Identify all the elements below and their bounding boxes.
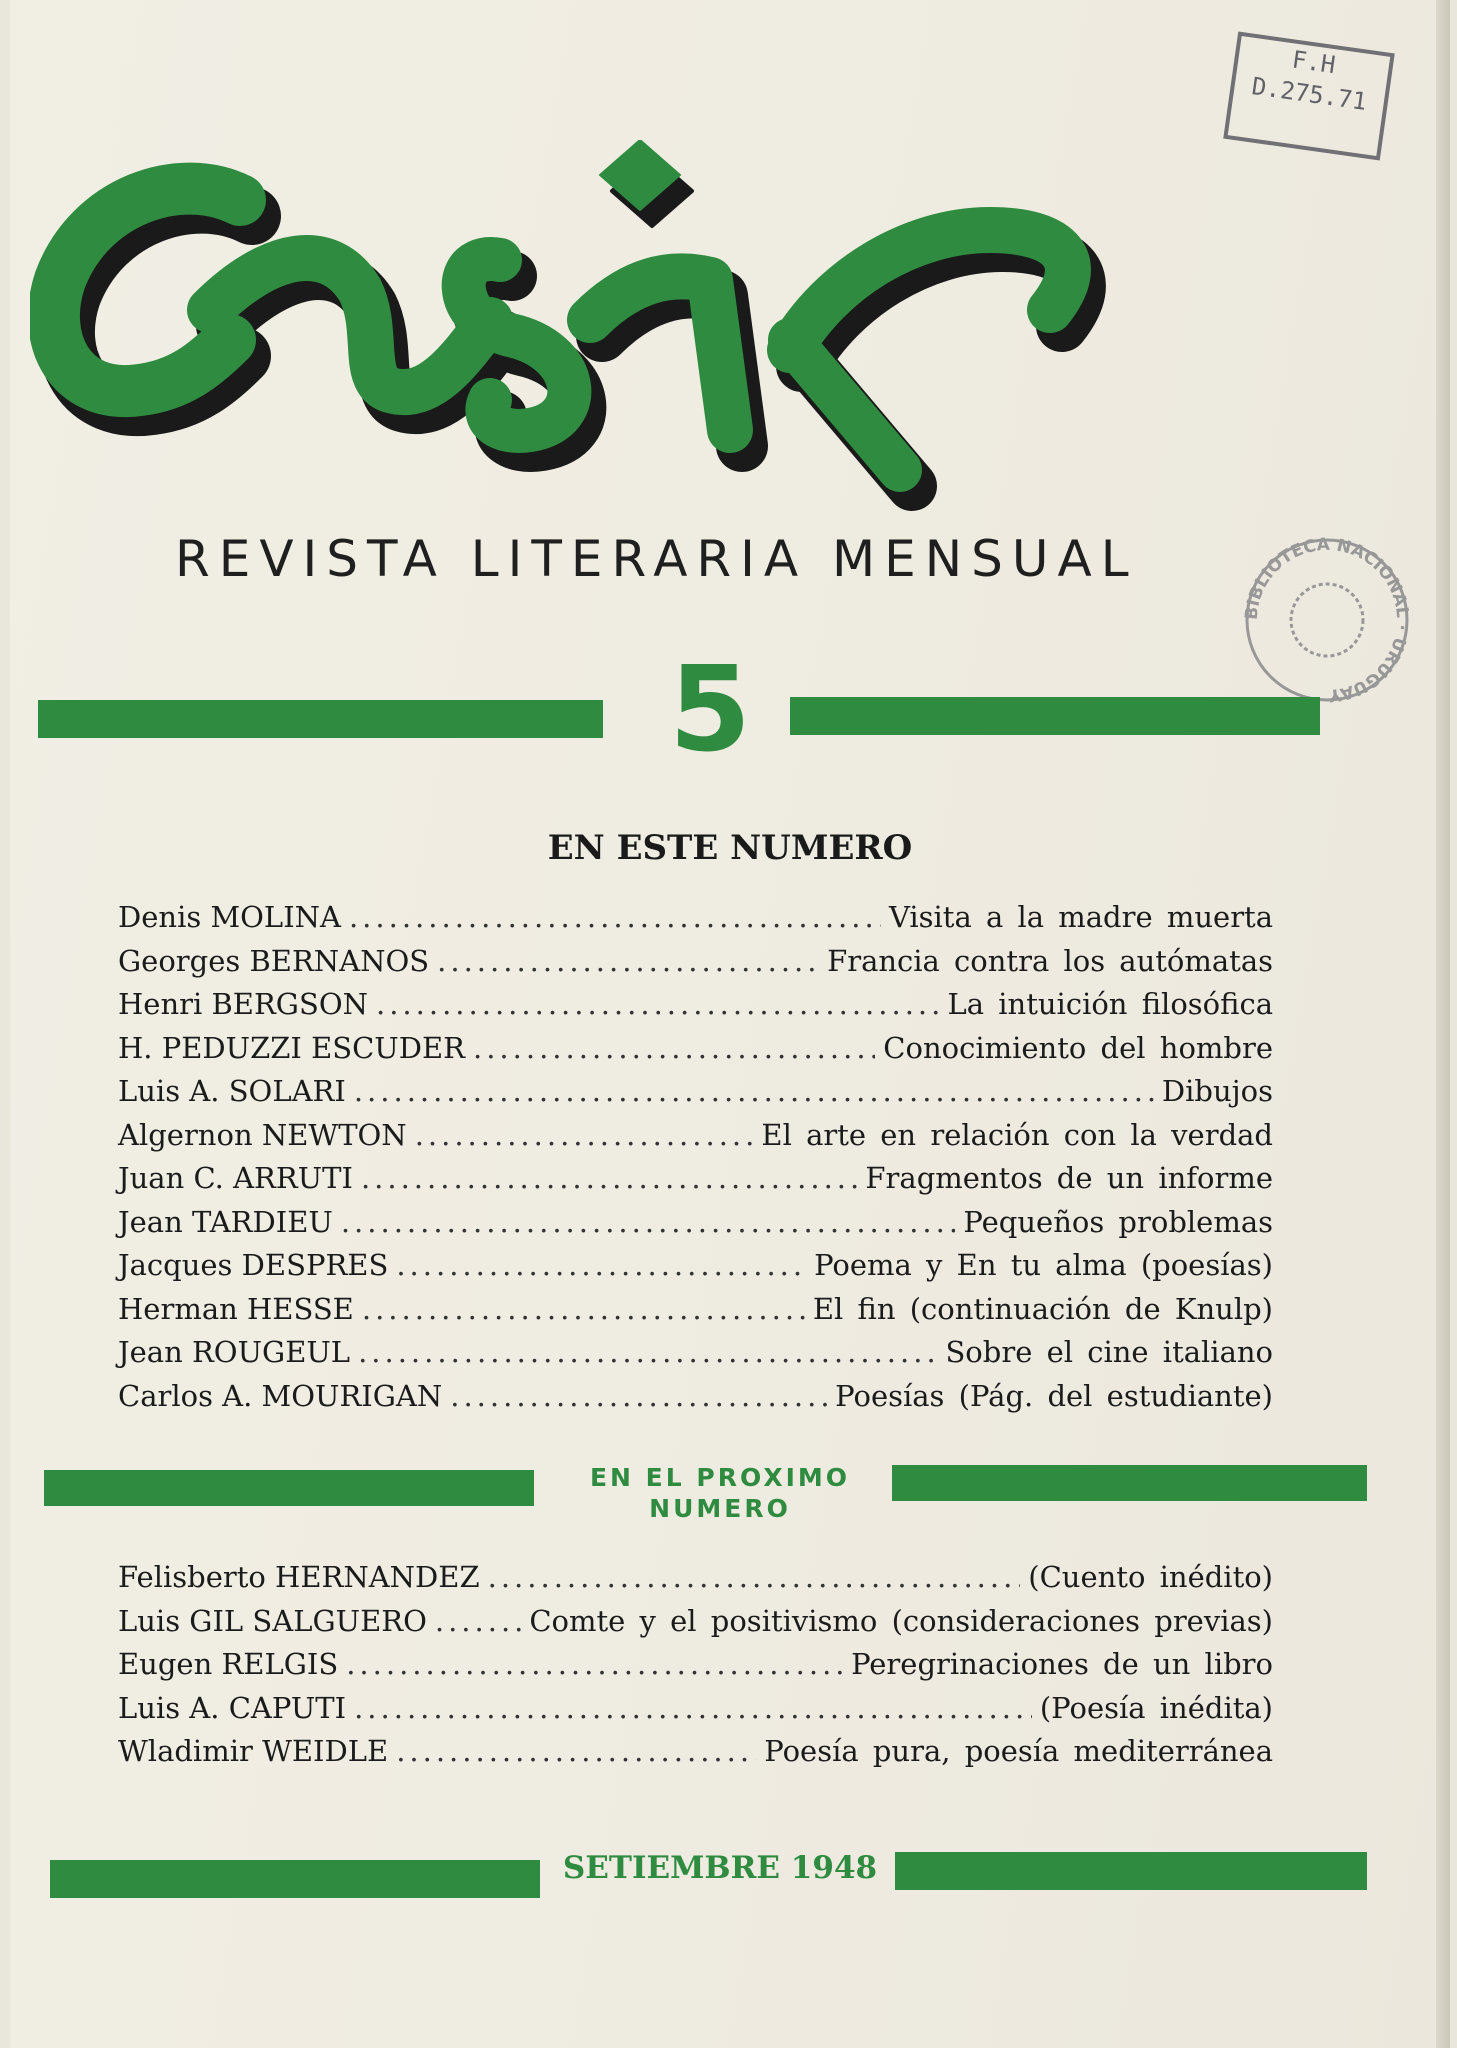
magazine-subtitle: REVISTA LITERARIA MENSUAL: [175, 530, 1138, 588]
leader-dots: [349, 900, 881, 934]
leader-dots: [358, 1335, 937, 1369]
divider-bar-right: [790, 697, 1320, 735]
leader-dots: [473, 1031, 875, 1065]
toc-author: Henri BERGSON: [118, 987, 368, 1021]
toc-author: Wladimir WEIDLE: [118, 1734, 389, 1768]
toc-work: Francia contra los autómatas: [827, 943, 1273, 978]
magazine-logo: [30, 140, 1370, 520]
toc-author: Juan C. ARRUTI: [118, 1161, 353, 1195]
stamp-line-1: F.H: [1290, 45, 1338, 80]
leader-dots: [435, 1604, 521, 1638]
next-issue-heading: [550, 1462, 890, 1524]
next-issue-contents: [118, 1560, 1273, 1778]
toc-work: Comte y el positivismo (consideraciones previas): [529, 1603, 1273, 1638]
page-edge: [1436, 0, 1450, 2048]
toc-row: [118, 1734, 1273, 1778]
toc-work: (Poesía inédita): [1039, 1690, 1273, 1725]
toc-work: Poesías (Pág. del estudiante): [835, 1378, 1273, 1413]
leader-dots: [488, 1560, 1021, 1594]
toc-row: [118, 1031, 1273, 1075]
leader-dots: [396, 1734, 756, 1768]
toc-author: Felisberto HERNANDEZ: [118, 1560, 480, 1594]
toc-author: Jean ROUGEUL: [118, 1335, 351, 1369]
toc-author: Jacques DESPRES: [118, 1248, 389, 1282]
toc-author: Herman HESSE: [118, 1291, 354, 1326]
toc-row: [118, 1379, 1273, 1423]
leader-dots: [376, 987, 940, 1021]
leader-dots: [361, 1161, 857, 1195]
next-issue-heading-line1: EN EL PROXIMO: [589, 1463, 851, 1492]
divider-bar-left: [38, 700, 603, 738]
leader-dots: [396, 1248, 806, 1282]
toc-work: Visita a la madre muerta: [888, 900, 1273, 934]
toc-author: Luis A. SOLARI: [118, 1074, 346, 1108]
toc-row: [118, 1647, 1273, 1691]
seal-text: BIBLIOTECA NACIONAL · URUGUAY: [1241, 535, 1413, 705]
leader-dots: [341, 1205, 956, 1239]
leader-dots: [354, 1074, 1154, 1108]
divider-bar-left: [50, 1860, 540, 1898]
toc-author: H. PEDUZZI ESCUDER: [118, 1030, 465, 1065]
leader-dots: [437, 944, 819, 978]
toc-author: Jean TARDIEU: [118, 1204, 333, 1239]
next-issue-heading-line2: NUMERO: [649, 1494, 791, 1523]
toc-row: [118, 1560, 1273, 1604]
toc-work: Poesía pura, poesía mediterránea: [764, 1734, 1273, 1768]
toc-row: [118, 1161, 1273, 1205]
toc-row: [118, 1691, 1273, 1735]
toc-row: [118, 1292, 1273, 1336]
toc-author: Carlos A. MOURIGAN: [118, 1378, 443, 1413]
divider-bar-right: [892, 1465, 1367, 1501]
toc-author: Algernon NEWTON: [118, 1117, 407, 1152]
toc-work: Fragmentos de un informe: [865, 1161, 1273, 1195]
toc-row: [118, 1118, 1273, 1162]
toc-author: Eugen RELGIS: [118, 1647, 339, 1681]
toc-row: [118, 900, 1273, 944]
toc-row: [118, 987, 1273, 1031]
leader-dots: [362, 1292, 805, 1326]
toc-work: Peregrinaciones de un libro: [851, 1647, 1273, 1681]
toc-row: [118, 1074, 1273, 1118]
toc-row: [118, 1604, 1273, 1648]
toc-work: La intuición filosófica: [947, 987, 1273, 1021]
library-seal-stamp: [1232, 535, 1422, 705]
toc-work: Conocimiento del hombre: [883, 1030, 1273, 1065]
toc-author: Luis A. CAPUTI: [118, 1690, 347, 1725]
issue-number: 5: [668, 640, 752, 778]
leader-dots: [354, 1691, 1032, 1725]
toc-work: Poema y En tu alma (poesías): [814, 1248, 1273, 1282]
leader-dots: [346, 1647, 843, 1681]
stamp-line-2: D.275.71: [1250, 72, 1369, 116]
divider-bar-left: [44, 1470, 534, 1506]
toc-row: [118, 1335, 1273, 1379]
toc-work: Dibujos: [1161, 1074, 1273, 1108]
toc-author: Georges BERNANOS: [118, 943, 430, 978]
leader-dots: [450, 1379, 827, 1413]
magazine-cover: [10, 0, 1450, 2048]
this-issue-heading: EN ESTE NUMERO: [547, 828, 913, 868]
divider-bar-right: [895, 1852, 1367, 1890]
this-issue-contents: [118, 900, 1273, 1422]
toc-author: Luis GIL SALGUERO: [118, 1603, 427, 1638]
toc-author: Denis MOLINA: [118, 900, 341, 934]
svg-text:BIBLIOTECA NACIONAL · URUGUAY: [1242, 535, 1412, 705]
toc-work: El arte en relación con la verdad: [761, 1117, 1273, 1152]
toc-row: [118, 944, 1273, 988]
toc-work: El fin (continuación de Knulp): [812, 1291, 1273, 1326]
toc-work: (Cuento inédito): [1028, 1560, 1273, 1594]
toc-row: [118, 1248, 1273, 1292]
toc-row: [118, 1205, 1273, 1249]
toc-work: Pequeños problemas: [963, 1204, 1273, 1239]
toc-work: Sobre el cine italiano: [945, 1335, 1273, 1369]
leader-dots: [415, 1118, 754, 1152]
logo-artwork: [30, 140, 1370, 520]
issue-date: SETIEMBRE 1948: [562, 1850, 878, 1886]
